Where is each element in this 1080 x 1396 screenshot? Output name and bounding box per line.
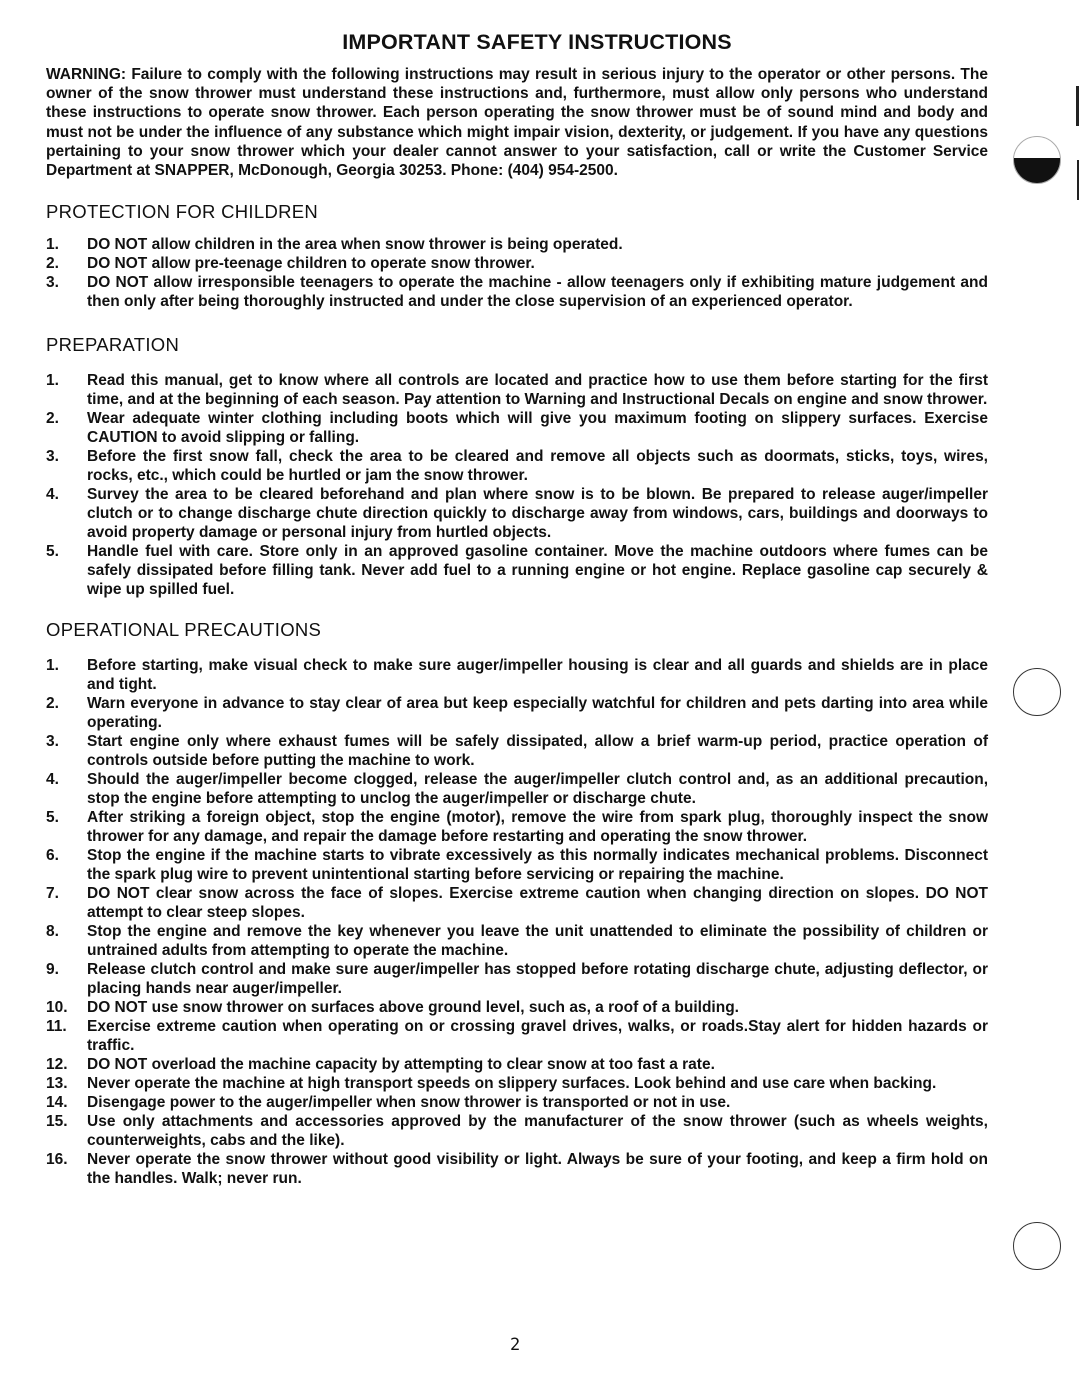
list-item: 1. Read this manual, get to know where all controls are located and practice how to use them before starting for the first time, and at the beginning of each season. Pay attention to Warning and Instructional Decals on engine and snow thrower. — [46, 372, 988, 409]
list-item: 10. DO NOT use snow thrower on surfaces above ground level, such as, a roof of a building. — [46, 999, 739, 1017]
list-item: 3. DO NOT allow irresponsible teenagers to operate the machine - allow teenagers only if exhibiting mature judgement and then only after being thoroughly instructed and under the close supervision of an experienced operator. — [46, 274, 988, 311]
page-number: 2 — [510, 1335, 521, 1355]
list-item: 6. Stop the engine if the machine starts to vibrate excessively as this normally indicates mechanical problems. Disconnect the spark plug wire to prevent unintentional starting before servicing or repairing the machine. — [46, 847, 988, 884]
list-item: 4. Survey the area to be cleared beforehand and plan where snow is to be blown. Be prepared to release auger/impeller clutch or to change discharge chute direction quickly to discharge away from windows, cars, buildings and doorways to avoid property damage or personal injury from hurtled objects. — [46, 486, 988, 542]
list-children — [46, 235, 988, 311]
list-item: 11. Exercise extreme caution when operating on or crossing gravel drives, walks, or roads.Stay alert for hidden hazards or traffic. — [46, 1018, 988, 1055]
binder-hole-middle — [1013, 668, 1061, 716]
list-item: 2. Wear adequate winter clothing including boots which will give you maximum footing on slippery surfaces. Exercise CAUTION to avoid slipping or falling. — [46, 410, 988, 447]
scan-edge-mark — [1076, 86, 1079, 126]
list-item: 5. Handle fuel with care. Store only in an approved gasoline container. Move the machine outdoors where fumes can be safely dissipated before filling tank. Never add fuel to a running engine or hot engine. Replace gasoline cap securely & wipe up spilled fuel. — [46, 543, 988, 599]
list-item: 16. Never operate the snow thrower without good visibility or light. Always be sure of your footing, and keep a firm hold on the handles. Walk; never run. — [46, 1151, 988, 1188]
section-heading-children: PROTECTION FOR CHILDREN — [46, 201, 319, 223]
list-operational — [46, 656, 988, 1188]
list-item: 3. Start engine only where exhaust fumes will be safely dissipated, allow a brief warm-up period, practice operation of controls outside before putting the machine to work. — [46, 733, 988, 770]
binder-hole-top — [1013, 136, 1061, 184]
list-item: 4. Should the auger/impeller become clogged, release the auger/impeller clutch control and, as an additional precaution, stop the engine before attempting to unclog the auger/impeller or discharge chute. — [46, 771, 988, 808]
list-item: 1. DO NOT allow children in the area when snow thrower is being operated. — [46, 236, 623, 254]
binder-hole-bottom — [1013, 1222, 1061, 1270]
warning-paragraph: WARNING: Failure to comply with the following instructions may result in serious injury to the operator or other persons. The owner of the snow thrower must understand these instructions and, furthermore, must allow only persons who understand these instructions to operate snow thrower. Each person operating the snow thrower must be of sound mind and body and must not be under the influence of any substance which might impair vision, dexterity, or judgement. If you have any questions pertaining to your snow thrower which your dealer cannot answer to your satisfaction, call or write the Customer Service Department at SNAPPER, McDonough, Georgia 30253. Phone: (404) 954-2500. — [46, 66, 988, 180]
binder-hole-shadow — [1014, 158, 1060, 183]
list-item: 2. Warn everyone in advance to stay clear of area but keep especially watchful for children and pets darting into area while operating. — [46, 695, 988, 732]
list-item: 5. After striking a foreign object, stop the engine (motor), remove the wire from spark plug, thoroughly inspect the snow thrower for any damage, and repair the damage before restarting and operating the snow thrower. — [46, 809, 988, 846]
list-item: 8. Stop the engine and remove the key whenever you leave the unit unattended to eliminate the possibility of children or untrained adults from attempting to operate the machine. — [46, 923, 988, 960]
list-item: 12. DO NOT overload the machine capacity by attempting to clear snow at too fast a rate. — [46, 1056, 715, 1074]
list-item: 15. Use only attachments and accessories approved by the manufacturer of the snow thrower (such as wheels weights, counterweights, cabs and the like). — [46, 1113, 988, 1150]
list-item: 7. DO NOT clear snow across the face of slopes. Exercise extreme caution when changing direction on slopes. DO NOT attempt to clear steep slopes. — [46, 885, 988, 922]
scan-edge-mark — [1077, 160, 1079, 200]
document-page — [46, 30, 988, 1188]
page-title: IMPORTANT SAFETY INSTRUCTIONS — [342, 30, 732, 54]
list-item: 2. DO NOT allow pre-teenage children to operate snow thrower. — [46, 255, 535, 273]
section-heading-operational: OPERATIONAL PRECAUTIONS — [46, 619, 322, 641]
list-item: 1. Before starting, make visual check to make sure auger/impeller housing is clear and all guards and shields are in place and tight. — [46, 657, 988, 694]
list-item: 13. Never operate the machine at high transport speeds on slippery surfaces. Look behind and use care when backing. — [46, 1075, 937, 1093]
list-item: 3. Before the first snow fall, check the area to be cleared and remove all objects such as doormats, sticks, toys, wires, rocks, etc., which could be hurtled or jam the snow thrower. — [46, 448, 988, 485]
section-heading-preparation: PREPARATION — [46, 334, 180, 356]
list-preparation — [46, 371, 988, 599]
list-item: 9. Release clutch control and make sure auger/impeller has stopped before rotating discharge chute, adjusting deflector, or placing hands near auger/impeller. — [46, 961, 988, 998]
list-item: 14. Disengage power to the auger/impeller when snow thrower is transported or not in use. — [46, 1094, 731, 1112]
